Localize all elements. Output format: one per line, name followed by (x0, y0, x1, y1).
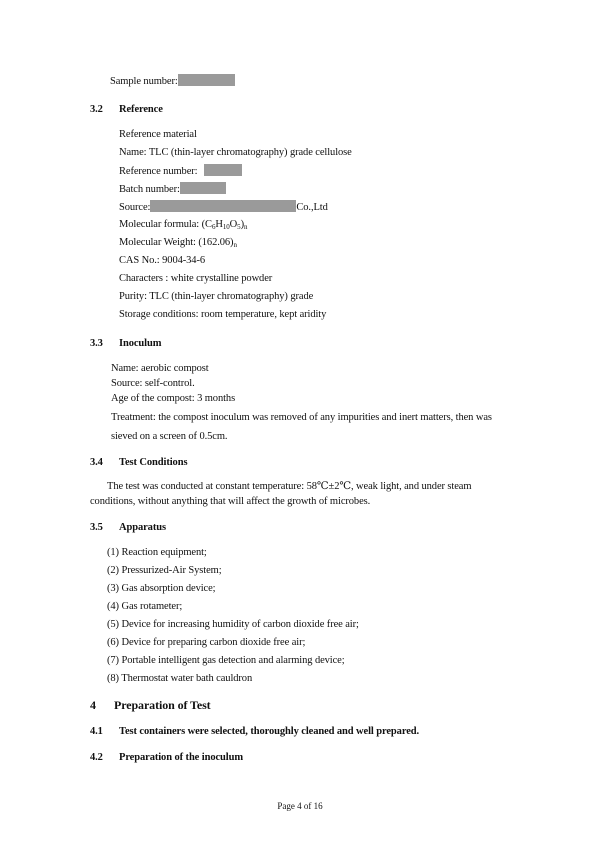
apparatus-item: (4) Gas rotameter; (107, 601, 183, 612)
section-title: Reference (119, 104, 163, 115)
apparatus-item: (2) Pressurized-Air System; (107, 565, 222, 576)
section-number: 3.5 (90, 522, 103, 533)
sample-number-line (110, 74, 235, 89)
sample-number-label: Sample number: (110, 76, 178, 87)
formula-subscript: 10 (222, 223, 230, 231)
formula-prefix: Molecular formula: (C (119, 219, 212, 230)
molecular-formula (119, 218, 247, 232)
source-suffix: Co.,Ltd (296, 202, 328, 213)
section-heading-3-5 (90, 521, 166, 535)
section-number: 3.3 (90, 338, 103, 349)
redaction-box (178, 74, 235, 86)
storage-conditions: Storage conditions: room temperature, kept aridity (119, 309, 327, 320)
reference-material-heading: Reference material (119, 129, 197, 140)
section-number: 4.1 (90, 726, 103, 737)
reference-name: Name: TLC (thin-layer chromatography) grade cellulose (119, 147, 352, 158)
mw-text: Molecular Weight: (162.06) (119, 237, 234, 248)
section-heading-4 (90, 698, 211, 712)
cas-number: CAS No.: 9004-34-6 (119, 255, 205, 266)
section-number: 4 (90, 698, 96, 712)
reference-number-line (119, 164, 242, 179)
section-heading-4-1 (90, 725, 419, 739)
formula-close: ) (240, 219, 244, 230)
batch-number-label: Batch number: (119, 184, 180, 195)
redaction-box (180, 182, 226, 194)
inoculum-source: Source: self-control. (111, 378, 195, 389)
inoculum-treatment-line-2: sieved on a screen of 0.5cm. (111, 431, 228, 442)
reference-number-label: Reference number: (119, 166, 198, 177)
section-heading-3-4 (90, 456, 187, 470)
apparatus-item: (1) Reaction equipment; (107, 547, 207, 558)
apparatus-item: (5) Device for increasing humidity of carbon dioxide free air; (107, 619, 359, 630)
section-title: Apparatus (119, 522, 166, 533)
section-heading-4-2 (90, 751, 243, 765)
section-heading-3-2 (90, 103, 163, 117)
inoculum-age: Age of the compost: 3 months (111, 393, 236, 404)
purity: Purity: TLC (thin-layer chromatography) grade (119, 291, 314, 302)
section-number: 3.4 (90, 457, 103, 468)
formula-subscript: 6 (211, 223, 216, 231)
inoculum-treatment-line-1: Treatment: the compost inoculum was removed of any impurities and inert matters, then was (111, 412, 492, 423)
formula-element: O (229, 219, 238, 230)
apparatus-item: (7) Portable intelligent gas detection and alarming device; (107, 655, 345, 666)
batch-number-line (119, 182, 226, 197)
apparatus-item: (3) Gas absorption device; (107, 583, 216, 594)
inoculum-name: Name: aerobic compost (111, 363, 209, 374)
section-title: Inoculum (119, 338, 162, 349)
apparatus-item: (6) Device for preparing carbon dioxide free air; (107, 637, 306, 648)
section-number: 4.2 (90, 752, 103, 763)
apparatus-item: (8) Thermostat water bath cauldron (107, 673, 253, 684)
redaction-box (204, 164, 242, 176)
page-footer: Page 4 of 16 (277, 801, 323, 811)
source-label: Source: (119, 202, 151, 213)
conditions-line-1: The test was conducted at constant temperature: 58℃±2℃, weak light, and under steam (107, 481, 472, 492)
formula-element: H (215, 219, 223, 230)
section-heading-3-3 (90, 337, 161, 351)
section-title: Test containers were selected, thoroughly cleaned and well prepared. (119, 726, 420, 737)
section-title: Test Conditions (119, 457, 188, 468)
formula-subscript: n (243, 223, 248, 231)
mw-subscript: n (233, 241, 237, 249)
molecular-weight (119, 236, 237, 250)
characters: Characters : white crystalline powder (119, 273, 273, 284)
section-title: Preparation of the inoculum (119, 752, 243, 763)
source-line (119, 200, 328, 215)
conditions-line-2: conditions, without anything that will affect the growth of microbes. (90, 496, 371, 507)
formula-subscript: 5 (237, 223, 241, 231)
redaction-box (150, 200, 296, 212)
section-number: 3.2 (90, 104, 103, 115)
section-title: Preparation of Test (114, 698, 211, 712)
